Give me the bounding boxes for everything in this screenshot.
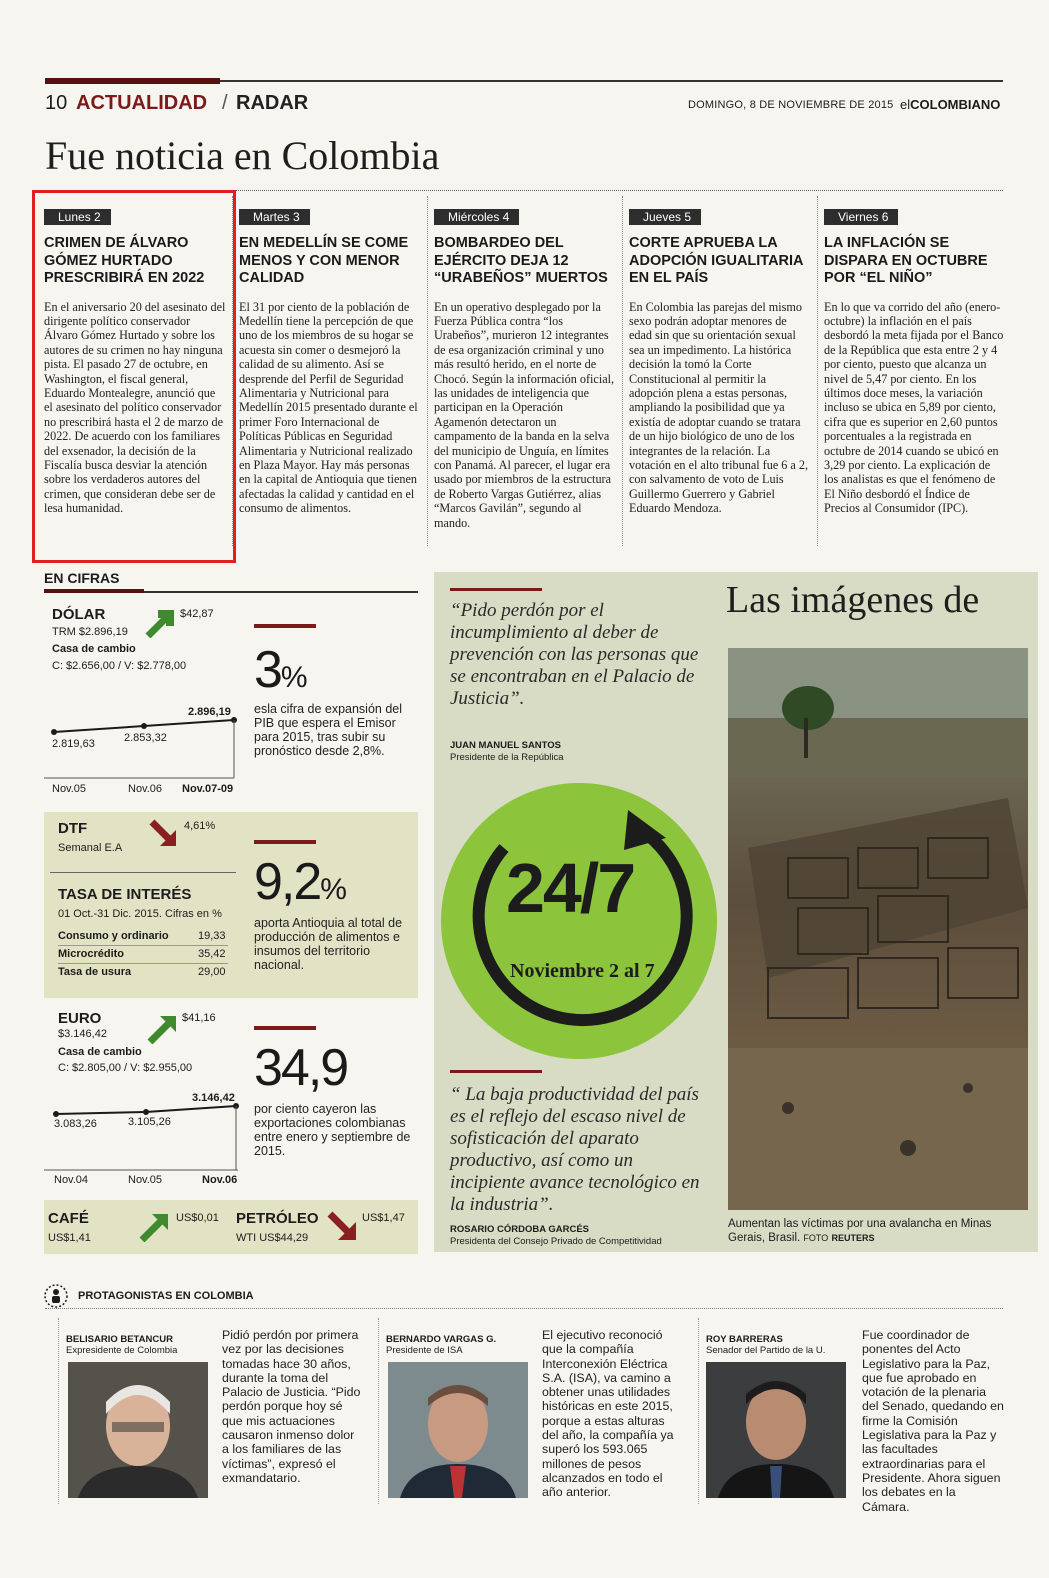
day-title: EN MEDELLÍN SE COME MENOS Y CON MENOR CALIDAD bbox=[239, 235, 409, 286]
brand-name: COLOMBIANO bbox=[910, 97, 1001, 112]
dolar-date-2: Nov.06 bbox=[128, 783, 163, 795]
dolar-label: DÓLAR bbox=[52, 606, 106, 623]
images-title: Las imágenes de bbox=[726, 579, 980, 621]
avalanche-photo bbox=[728, 648, 1028, 1210]
stat-unit: % bbox=[320, 873, 345, 906]
column-divider bbox=[698, 1318, 699, 1504]
petroleo-price: WTI US$44,29 bbox=[236, 1232, 309, 1244]
protagonistas-rule bbox=[45, 1308, 1003, 1309]
arrow-up-icon bbox=[146, 1012, 180, 1044]
commodities-panel bbox=[44, 1200, 418, 1254]
cafe-change: US$0,01 bbox=[176, 1212, 219, 1224]
euro-line-chart bbox=[44, 1094, 240, 1174]
day-tag: Miércoles 4 bbox=[434, 209, 519, 225]
quote-cordoba: “ La baja productividad del país es el reflejo del escaso nivel de sofisticación del aparato productivo, así como un incipiente avance tecnológico en la industria”. bbox=[450, 1084, 700, 1215]
portrait-illustration bbox=[388, 1362, 528, 1498]
badge-number: 24/7 bbox=[506, 849, 635, 927]
person-name: BELISARIO BETANCUR bbox=[66, 1334, 173, 1345]
person-text: Pidió perdón por primera vez por las decisiones tomadas hace 30 años, durante la toma del Palacio de Justicia. “Pido perdón porque hoy sé que mis actuaciones causaron inmenso dolor a los familiares de las víctimas”, expresó el exmandatario. bbox=[222, 1328, 361, 1485]
column-divider bbox=[58, 1318, 59, 1504]
day-body: En el aniversario 20 del asesinato del dirigente político conservador Álvaro Gómez Hurtado y sobre los autores de su crimen no hay ninguna pista. El pasado 27 de octubre, en Washington, el fiscal general, Eduardo Montealegre, anunció que el asesinato del político conservador no prescribirá hasta el 2 de marzo de 2022. De acuerdo con los familiares del exsenador, la decisión de la Fiscalía busca desviar la atención sobre los verdaderos autores del crimen, que consideran debe ser de lesa humanidad. bbox=[44, 299, 226, 516]
petroleo-change: US$1,47 bbox=[362, 1212, 405, 1224]
avalanche-illustration bbox=[728, 648, 1028, 1210]
dolar-point-1: 2.819,63 bbox=[52, 738, 95, 750]
person-text: Fue coordinador de ponentes del Acto Legislativo para la Paz, que fue aprobado en votación de la plenaria del Senado, quedando en firme la Comisión Legislativa para la Paz y las facultades extraordinarias para el Presidente. Ahora siguen los debates en la Cámara. bbox=[862, 1328, 1004, 1514]
petroleo-label: PETRÓLEO bbox=[236, 1210, 319, 1227]
dolar-trm: TRM $2.896,19 bbox=[52, 626, 128, 638]
stat-text: aporta Antioquia al total de producción de alimentos e insumos del territorio nacional. bbox=[254, 916, 403, 972]
tasa-row-name: Consumo y ordinario bbox=[58, 930, 169, 942]
arrow-up-icon bbox=[144, 606, 178, 638]
tasa-row-value: 19,33 bbox=[198, 930, 226, 942]
euro-change: $41,16 bbox=[182, 1012, 216, 1024]
quote-role: Presidenta del Consejo Privado de Competitividad bbox=[450, 1236, 662, 1247]
portrait-betancur bbox=[68, 1362, 208, 1498]
stat-3pct bbox=[254, 640, 306, 700]
person-role: Senador del Partido de la U. bbox=[706, 1345, 826, 1356]
caption-credit-label: FOTO bbox=[803, 1233, 829, 1243]
dolar-date-1: Nov.05 bbox=[52, 783, 87, 795]
protagonistas-title: PROTAGONISTAS EN COLOMBIA bbox=[78, 1290, 254, 1302]
divider bbox=[58, 963, 228, 964]
euro-date-3: Nov.06 bbox=[202, 1174, 238, 1186]
tasa-row-value: 35,42 bbox=[198, 948, 226, 960]
highlight-box bbox=[32, 190, 236, 563]
euro-point-2: 3.105,26 bbox=[128, 1116, 171, 1128]
tasa-label: TASA DE INTERÉS bbox=[58, 886, 192, 903]
quote-role: Presidente de la República bbox=[450, 752, 564, 763]
cifras-title: EN CIFRAS bbox=[44, 570, 120, 586]
person-role: Presidente de ISA bbox=[386, 1345, 463, 1356]
day-tag: Lunes 2 bbox=[44, 209, 111, 225]
portrait-illustration bbox=[706, 1362, 846, 1498]
person-text: El ejecutivo reconoció que la compañía Interconexión Eléctrica S.A. (ISA), va camino a obtener unas utilidades históricas en este 2015, porque a estas alturas del año, la compañía ya superó los 593.065 millones de pesos alcanzados en todo el año anterior. bbox=[542, 1328, 674, 1500]
day-tag: Viernes 6 bbox=[824, 209, 898, 225]
euro-label: EURO bbox=[58, 1010, 102, 1027]
stat-9-2pct bbox=[254, 852, 345, 912]
stat-text: esla cifra de expansión del PIB que espera el Emisor para 2015, tras subir su pronóstico desde 2,8%. bbox=[254, 702, 403, 758]
day-tag: Jueves 5 bbox=[629, 209, 701, 225]
quote-santos: “Pido perdón por el incumplimiento al deber de prevención con las personas que se encontraban en el Palacio de Justicia”. bbox=[450, 600, 699, 709]
day-body: En un operativo desplegado por la Fuerza Pública contra “los Urabeños”, murieron 12 integrantes de esa organización criminal y uno más resultó herido, en el norte de Chocó. Según la información oficial, las unidades de inteligencia que participan en la Operación Agamenón detectaron un campamento de la banda en la selva del municipio de Unguía, en límites con Panamá. Al parecer, el lugar era usado por miembros de la estructura de Roberto Vargas Gutiérrez, alias “Marcos Gavilán”, segundo al mando. bbox=[434, 299, 615, 530]
tasa-row-value: 29,00 bbox=[198, 966, 226, 978]
dolar-change: $42,87 bbox=[180, 608, 214, 620]
badge-dates: Noviembre 2 al 7 bbox=[510, 960, 655, 982]
tasa-sub: 01 Oct.-31 Dic. 2015. Cifras en % bbox=[58, 908, 222, 920]
feature-rule bbox=[450, 1070, 542, 1073]
day-title: CRIMEN DE ÁLVARO GÓMEZ HURTADO PRESCRIBIRÁ EN 2022 bbox=[44, 235, 205, 286]
caption-text: Aumentan las víctimas por una avalancha en Minas Gerais, Brasil. bbox=[728, 1218, 992, 1244]
stat-text: por ciento cayeron las exportaciones colombianas entre enero y septiembre de 2015. bbox=[254, 1102, 411, 1158]
day-tag: Martes 3 bbox=[239, 209, 310, 225]
arrow-down-icon bbox=[148, 818, 180, 848]
day-column-jueves bbox=[629, 206, 811, 516]
section-name: ACTUALIDAD bbox=[76, 92, 208, 114]
divider bbox=[58, 945, 228, 946]
stat-bar bbox=[254, 624, 316, 628]
day-title: BOMBARDEO DEL EJÉRCITO DEJA 12 “URABEÑOS” MUERTOS bbox=[434, 235, 608, 286]
column-divider bbox=[427, 196, 428, 546]
day-body: El 31 por ciento de la población de Medellín tiene la percepción de que uno de los miembros de su hogar se acuesta sin comer o desmejoró la calidad de su alimento. Así se desprende del Perfil de Seguridad Alimentaria y Nutricional para Medellín 2015 presentado durante el primer Foro Internacional de Políticas Públicas en Seguridad Alimentaria y Nutricional realizado en Plaza Mayor. Hay más personas en la capital de Antioquia que tienen afectadas la calidad y cantidad en el consumo de alimentos. bbox=[239, 299, 418, 516]
tasa-row-name: Microcrédito bbox=[58, 948, 125, 960]
cafe-price: US$1,41 bbox=[48, 1232, 91, 1244]
column-divider bbox=[817, 196, 818, 546]
stat-value: 9,2 bbox=[254, 853, 321, 911]
stat-34-9: 34,9 bbox=[254, 1039, 348, 1097]
dolar-date-3: Nov.07-09 bbox=[182, 783, 234, 795]
euro-date-2: Nov.05 bbox=[128, 1174, 163, 1186]
euro-point-1: 3.083,26 bbox=[54, 1118, 97, 1130]
dolar-casa-value: C: $2.656,00 / V: $2.778,00 bbox=[52, 660, 187, 672]
cifras-rule-accent bbox=[44, 589, 144, 593]
day-column-viernes bbox=[824, 206, 1006, 516]
cafe-label: CAFÉ bbox=[48, 1210, 89, 1227]
day-title: CORTE APRUEBA LA ADOPCIÓN IGUALITARIA EN EL PAÍS bbox=[629, 235, 803, 286]
euro-casa-label: Casa de cambio bbox=[58, 1046, 142, 1058]
dtf-label: DTF bbox=[58, 820, 88, 837]
portrait-vargas bbox=[388, 1362, 528, 1498]
top-rule-accent bbox=[45, 78, 220, 84]
dtf-sub: Semanal E.A bbox=[58, 842, 123, 854]
dolar-point-3: 2.896,19 bbox=[188, 706, 231, 718]
quote-author: JUAN MANUEL SANTOS bbox=[450, 740, 562, 751]
day-body: En lo que va corrido del año (enero-octubre) la inflación en el país desbordó la meta fijada por el Banco de la República que esta entre 2 y 4 por ciento, puesto que alcanza un nivel de 5,47 por ciento. En los últimos doce meses, la variación incluso se ubica en 5,89 por ciento, cifra que es superior en 2,60 puntos porcentuales a la registrada en octubre de 2014 cuando se ubicó en 3,29 por ciento. La explicación de los analistas es que el fenómeno de El Niño desbordó el Índice de Precios al Consumidor (IPC). bbox=[824, 299, 1004, 516]
euro-panel bbox=[44, 1004, 240, 1194]
photo-caption bbox=[728, 1217, 1028, 1245]
stat-value: 3 bbox=[254, 641, 281, 699]
day-body: En Colombia las parejas del mismo sexo podrán adoptar menores de edad sin que su orientación sexual sea un impedimento. La histórica decisión la tomó la Corte Constitucional al permitir la adopción plena a estas personas, ampliando la posibilidad que ya existía de adoptar cuando se tratara de un hijo biológico de uno de los integrantes de la relación. La votación en el alto tribunal fue 6 a 2, con salvamento de voto de Luis Guillermo Guerrero y Gabriel Eduardo Mendoza. bbox=[629, 299, 809, 516]
person-icon bbox=[44, 1284, 68, 1308]
page-number: 10 bbox=[45, 92, 68, 114]
newspaper-brand bbox=[900, 97, 1000, 112]
euro-point-3: 3.146,42 bbox=[192, 1092, 235, 1104]
day-column-miercoles bbox=[434, 206, 616, 530]
section-separator: / bbox=[222, 92, 228, 114]
portrait-barreras bbox=[706, 1362, 846, 1498]
dateline: DOMINGO, 8 DE NOVIEMBRE DE 2015 bbox=[688, 99, 894, 111]
portrait-illustration bbox=[68, 1362, 208, 1498]
column-divider bbox=[622, 196, 623, 546]
stat-bar bbox=[254, 1026, 316, 1030]
dolar-panel bbox=[44, 600, 240, 800]
dolar-casa-label: Casa de cambio bbox=[52, 643, 136, 655]
person-name: BERNARDO VARGAS G. bbox=[386, 1334, 497, 1345]
person-role: Expresidente de Colombia bbox=[66, 1345, 178, 1356]
arrow-down-icon bbox=[326, 1210, 360, 1242]
quote-author: ROSARIO CÓRDOBA GARCÉS bbox=[450, 1224, 589, 1235]
arrow-up-icon bbox=[138, 1210, 172, 1242]
stat-bar bbox=[254, 840, 316, 844]
tasa-row-name: Tasa de usura bbox=[58, 966, 132, 978]
subsection-name: RADAR bbox=[236, 92, 309, 114]
day-title: LA INFLACIÓN SE DISPARA EN OCTUBRE POR “EL NIÑO” bbox=[824, 235, 988, 286]
caption-credit: REUTERS bbox=[831, 1233, 875, 1243]
dtf-change: 4,61% bbox=[184, 820, 216, 832]
column-divider bbox=[378, 1318, 379, 1504]
euro-date-1: Nov.04 bbox=[54, 1174, 89, 1186]
euro-casa-value: C: $2.805,00 / V: $2.955,00 bbox=[58, 1062, 193, 1074]
page-headline: Fue noticia en Colombia bbox=[45, 133, 440, 178]
stat-unit: % bbox=[280, 661, 306, 694]
brand-prefix: el bbox=[900, 97, 911, 112]
person-name: ROY BARRERAS bbox=[706, 1334, 783, 1345]
feature-rule bbox=[450, 588, 542, 591]
day-column-martes bbox=[239, 206, 421, 516]
dolar-point-2: 2.853,32 bbox=[124, 732, 167, 744]
euro-price: $3.146,42 bbox=[58, 1028, 107, 1040]
divider bbox=[50, 872, 236, 873]
